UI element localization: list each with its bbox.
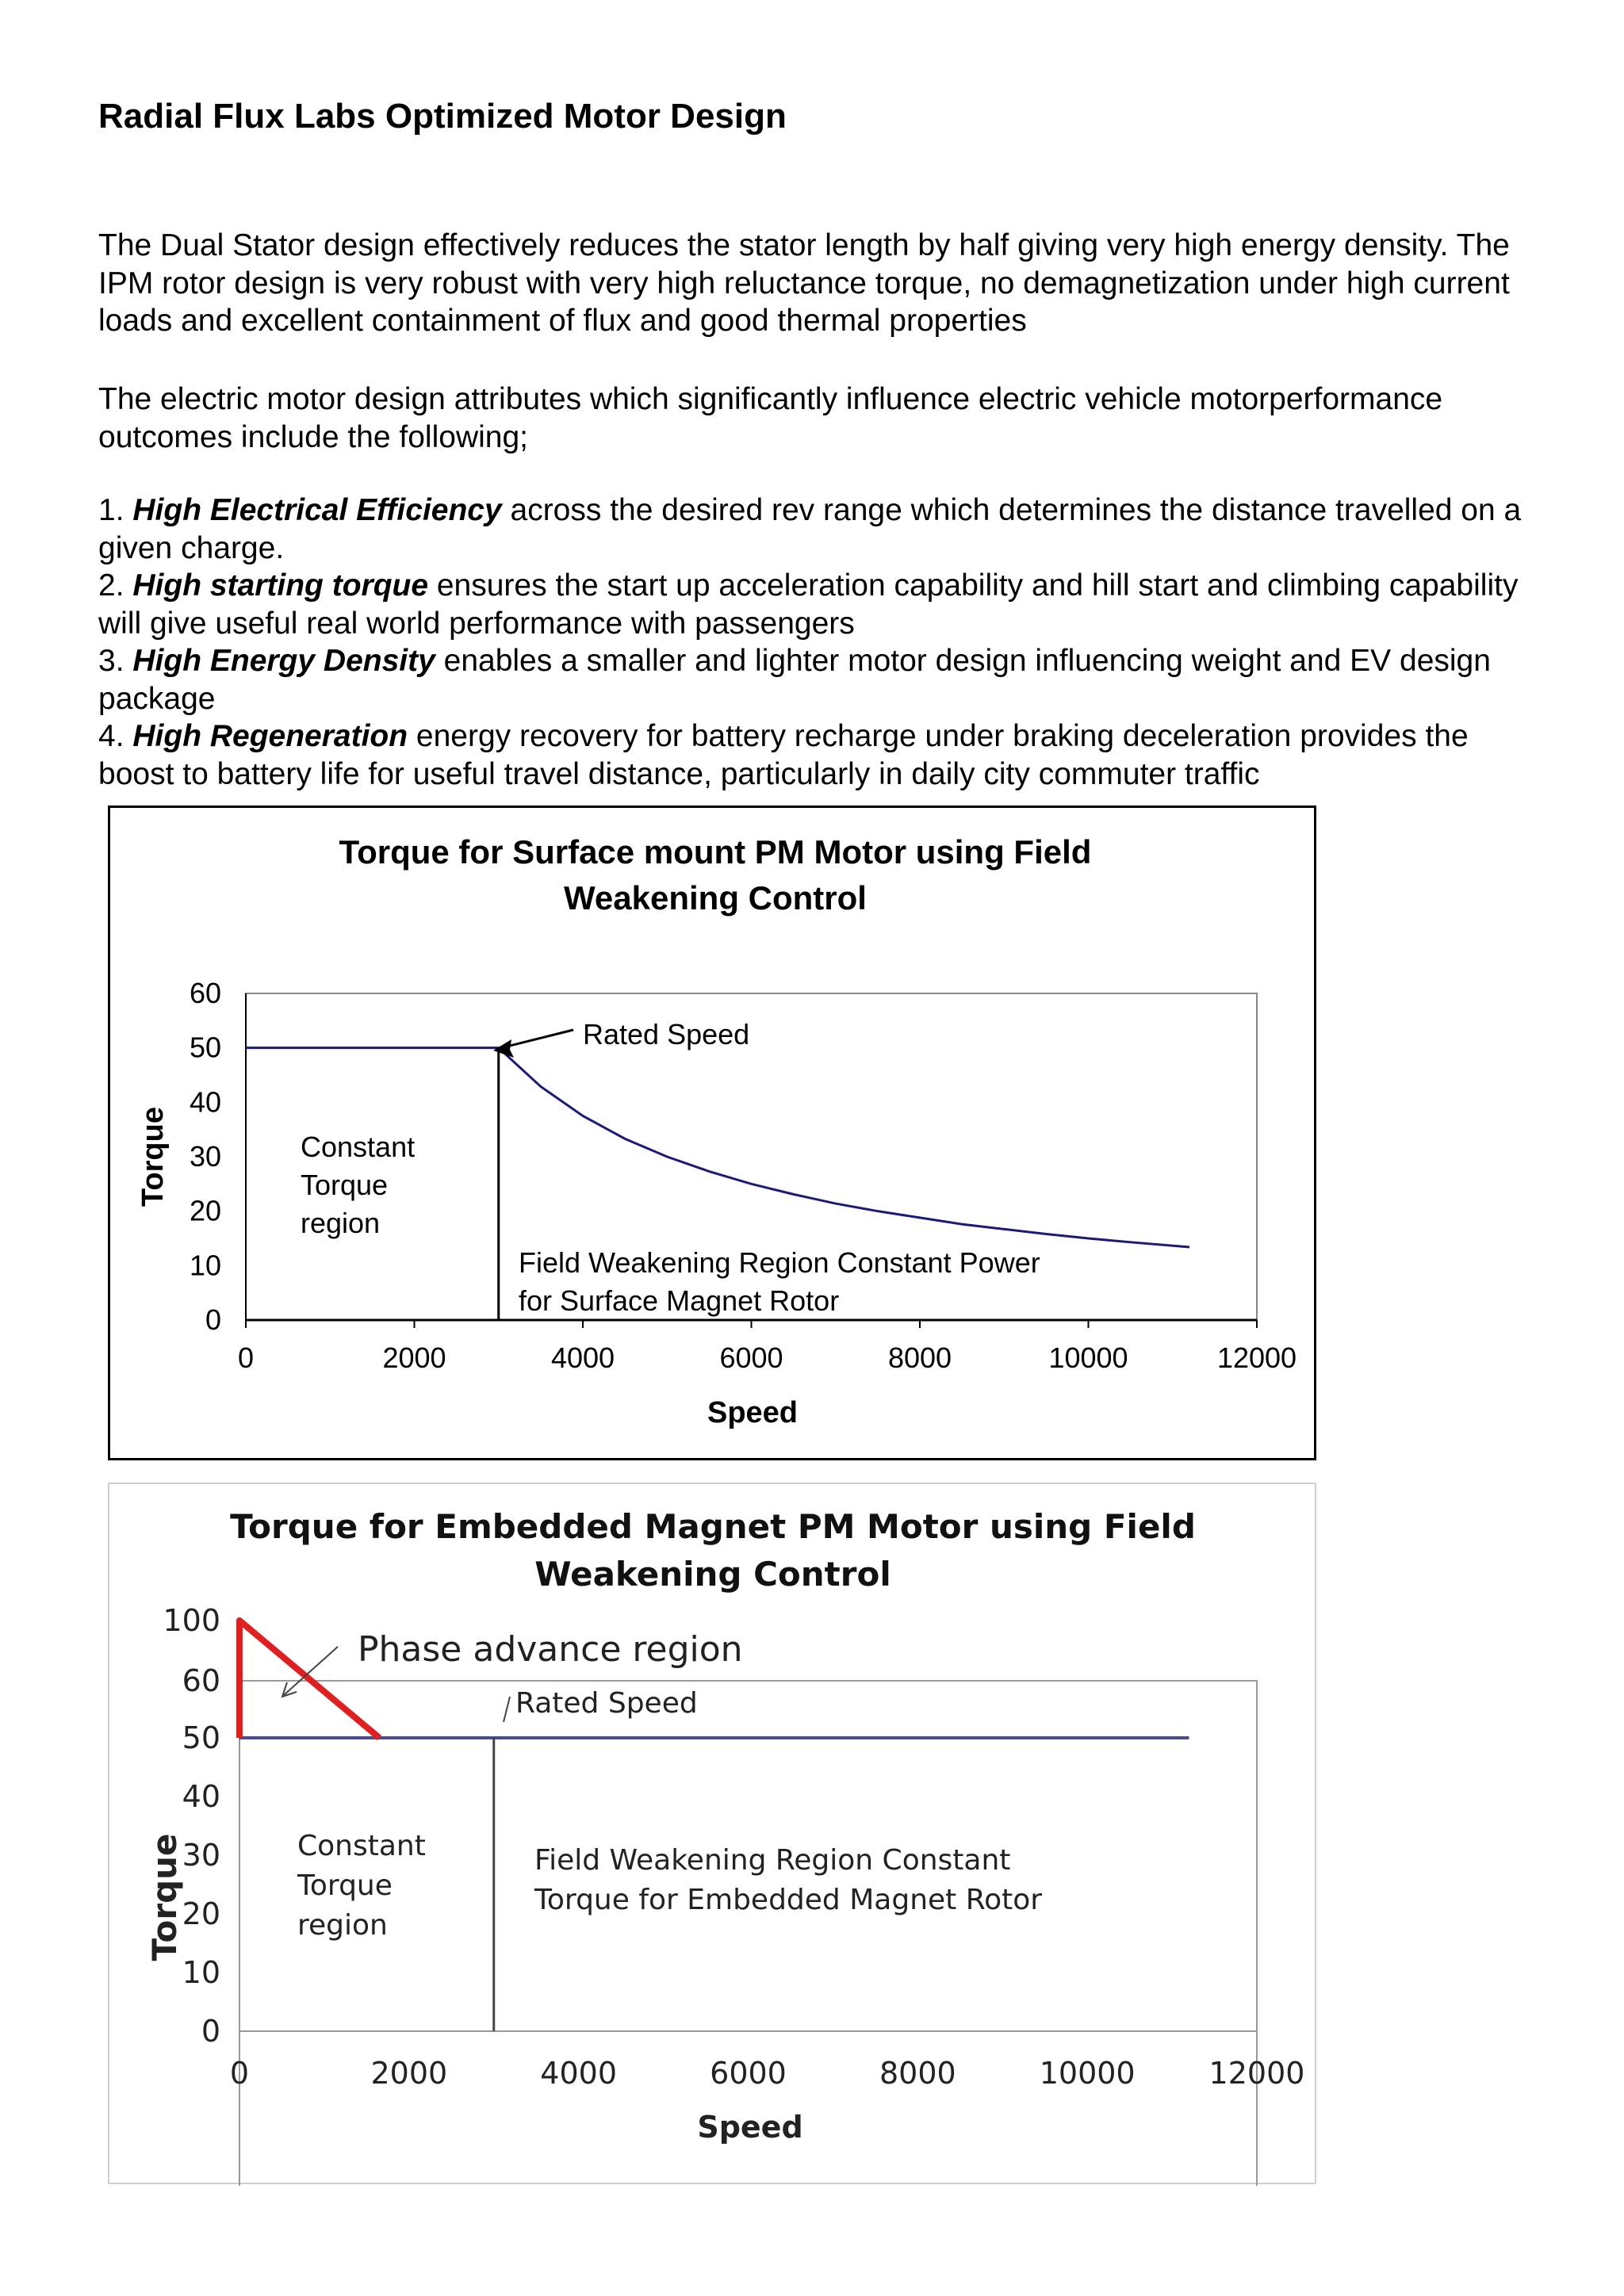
- x-tick-label: 10000: [1048, 1341, 1128, 1374]
- chart-canvas: [110, 808, 1319, 1463]
- y-tick-label: 10: [182, 1955, 220, 1990]
- phase-advance-label: Phase advance region: [358, 1629, 743, 1670]
- y-tick-label: 40: [189, 1085, 221, 1119]
- x-tick-label: 12000: [1208, 2056, 1305, 2091]
- list-item: 4. High Regeneration energy recovery for battery recharge under braking deceleration provides the boost to battery life for useful travel distance, particularly in daily city commuter traffic: [98, 719, 1469, 791]
- y-tick-label: 50: [182, 1720, 220, 1755]
- x-tick-label: 10000: [1039, 2056, 1136, 2091]
- intro-paragraph: The Dual Stator design effectively reduces the stator length by half giving very high energy density. The IPM rotor design is very robust with very high reluctance torque, no demagnetization under high current loads and excellent containment of flux and good thermal properties: [98, 228, 1510, 338]
- x-tick-label: 2000: [370, 2056, 448, 2091]
- constant-torque-label: Torque: [297, 1869, 393, 1902]
- x-tick-label: 0: [237, 1341, 255, 1374]
- y-axis-label: Torque: [136, 1107, 170, 1207]
- chart-title-line: Torque for Surface mount PM Motor using Field: [339, 833, 1092, 871]
- attributes-intro-paragraph: The electric motor design attributes which significantly influence electric vehicle motorperformance outcomes include the following;: [98, 382, 1443, 454]
- y-tick-label: 20: [182, 1896, 220, 1931]
- list-item: 3. High Energy Density enables a smaller and lighter motor design influencing weight and EV design package: [98, 644, 1491, 716]
- y-tick-label: 0: [201, 2014, 220, 2049]
- x-tick-label: 4000: [540, 2056, 618, 2091]
- constant-torque-label: Constant: [301, 1131, 416, 1163]
- rated-speed-tick: [504, 1697, 510, 1722]
- embedded-magnet-torque-chart: [108, 1483, 1316, 2184]
- y-tick-label: 30: [189, 1140, 221, 1173]
- y-tick-label: 60: [189, 977, 221, 1009]
- x-tick-label: 8000: [879, 2056, 956, 2091]
- constant-torque-label: region: [297, 1909, 388, 1942]
- x-tick-label: 12000: [1216, 1341, 1297, 1374]
- field-weakening-label: Field Weakening Region Constant: [534, 1844, 1011, 1877]
- y-tick-label: 0: [205, 1303, 221, 1336]
- list-item: 1. High Electrical Efficiency across the desired rev range which determines the distance travelled on a given charge.: [98, 493, 1522, 565]
- y-axis-label: Torque: [145, 1833, 184, 1961]
- x-tick-label: 4000: [550, 1341, 615, 1374]
- chart-canvas: [109, 1484, 1318, 2186]
- surface-mount-torque-chart: [108, 806, 1316, 1460]
- attribute-list: [98, 492, 1542, 793]
- rated-speed-label: Rated Speed: [583, 1018, 750, 1050]
- phase-advance-arrow: [284, 1647, 338, 1695]
- rated-speed-label: Rated Speed: [515, 1687, 698, 1720]
- constant-torque-label: region: [301, 1207, 381, 1239]
- y-tick-label: 20: [189, 1194, 221, 1227]
- x-tick-label: 6000: [710, 2056, 787, 2091]
- y-tick-label: 40: [182, 1779, 220, 1814]
- y-tick-label: 30: [182, 1838, 220, 1873]
- x-axis-label: Speed: [707, 1396, 799, 1429]
- y-tick-label: 10: [189, 1249, 221, 1282]
- document-title: Radial Flux Labs Optimized Motor Design: [98, 97, 787, 136]
- chart-title-line: Weakening Control: [534, 1555, 891, 1594]
- constant-torque-label: Constant: [297, 1830, 426, 1862]
- field-weakening-label: Torque for Embedded Magnet Rotor: [534, 1884, 1043, 1916]
- chart-title-line: Torque for Embedded Magnet PM Motor using Field: [230, 1507, 1196, 1546]
- y-tick-label: 50: [189, 1031, 221, 1064]
- constant-torque-label: Torque: [301, 1169, 389, 1201]
- x-tick-label: 6000: [719, 1341, 783, 1374]
- field-weakening-label: for Surface Magnet Rotor: [519, 1284, 840, 1317]
- chart-title-line: Weakening Control: [564, 879, 867, 916]
- x-tick-label: 2000: [382, 1341, 446, 1374]
- y-tick-label: 100: [163, 1603, 220, 1638]
- y-tick-label: 60: [182, 1663, 220, 1698]
- x-axis-label: Speed: [697, 2110, 803, 2145]
- x-tick-label: 0: [229, 2056, 250, 2091]
- field-weakening-label: Field Weakening Region Constant Power: [519, 1246, 1040, 1279]
- x-tick-label: 8000: [887, 1341, 952, 1374]
- list-item: 2. High starting torque ensures the start up acceleration capability and hill start and climbing capability will give useful real world performance with passengers: [98, 568, 1519, 641]
